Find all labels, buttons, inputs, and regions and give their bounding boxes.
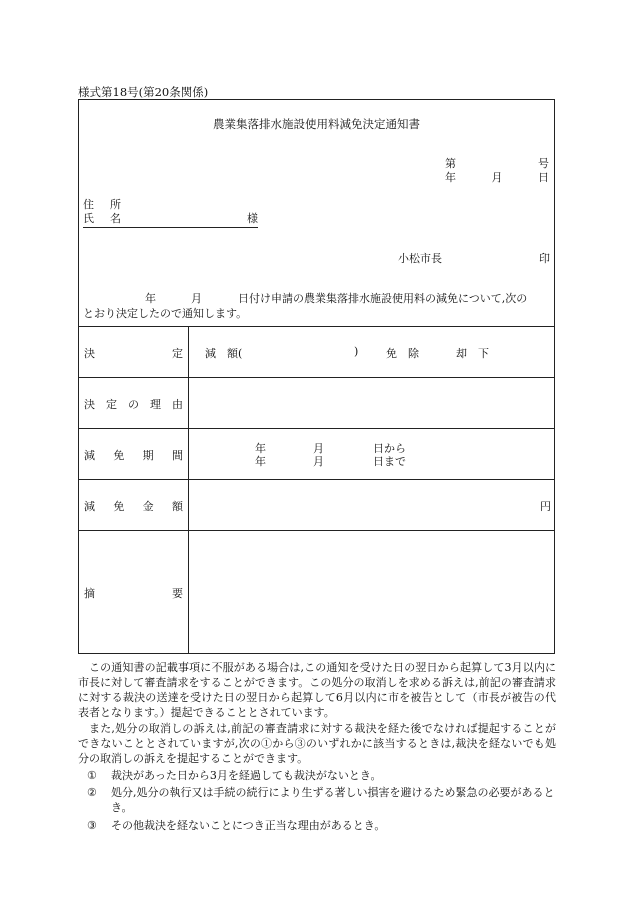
reason-label: 決 定 の 理 由 [84, 398, 183, 411]
name-field: 氏 名 様 [83, 210, 258, 228]
seal-mark: 印 [539, 252, 550, 265]
yen-unit: 円 [540, 500, 551, 513]
option-exemption: 免 除 [386, 347, 419, 360]
period-label: 減 免 期 間 [84, 449, 183, 462]
intro-text: 年 月 日付け申請の農業集落排水施設使用料の減免について,次の とおり決定したので通知します。 [83, 292, 528, 320]
decision-options: 減 額( ) 免 除 却 下 [205, 345, 489, 360]
appeal-notice: この通知書の記載事項に不服がある場合は,この通知を受けた日の翌日から起算して3月以内に市長に対して審査請求をすることができます。この処分の取消しを求める訴えは,前記の審査請求に対する裁決の送達を受けた日の翌日から起算して6月以内に市を被告として（市長が被告の代表者となります。）提起できることとされています。 [78, 661, 556, 719]
table-column-rule [188, 327, 189, 653]
list-item: ② 処分,処分の執行又は手続の続行により生ずる著しい損害を避けるため緊急の必要があるとき。 [87, 786, 555, 814]
document-title: 農業集落排水施設使用料減免決定通知書 [213, 117, 420, 131]
honorific: 様 [247, 212, 258, 225]
amount-label: 減 免 金 額 [84, 500, 183, 513]
issue-date: 年 月 日 [445, 171, 549, 184]
table-row-rule [79, 530, 554, 531]
mayor-title: 小松市長 [398, 252, 442, 265]
option-reduction: 減 額( [205, 347, 243, 360]
lawsuit-notice: また,処分の取消しの訴えは,前記の審査請求に対する裁決を経た後でなければ提起することができないこととされていますが,次の①から③のいずれかに該当するときは,裁決を経ないでも処分の取消しの訴えを提起することができます。 [78, 722, 556, 765]
table-top-rule [79, 326, 554, 327]
form-number-label: 様式第18号(第20条関係) [78, 85, 209, 99]
address-label: 住 所 [83, 198, 121, 211]
option-rejection: 却 下 [456, 347, 489, 360]
table-row-rule [79, 479, 554, 480]
table-row-rule [79, 377, 554, 378]
decision-label: 決 定 [84, 347, 183, 360]
document-number: 第 号 [445, 157, 549, 170]
summary-label: 摘 要 [84, 587, 183, 600]
period-range: 年 月 日から 年 月 日まで [255, 442, 406, 468]
form-frame [78, 99, 555, 654]
table-row-rule [79, 428, 554, 429]
